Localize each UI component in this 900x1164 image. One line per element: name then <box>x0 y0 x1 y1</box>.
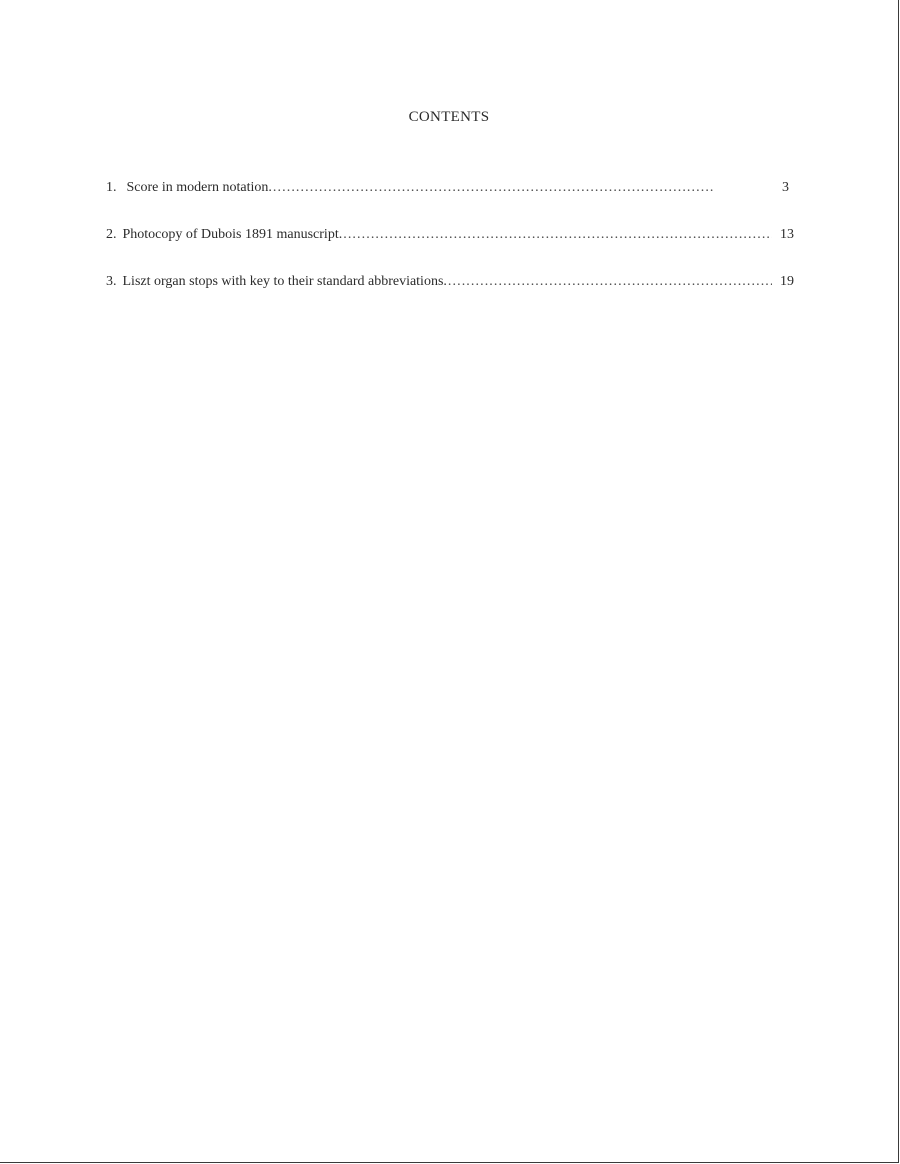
toc-entry-1 <box>106 178 794 198</box>
toc-entry-2 <box>106 225 794 245</box>
toc-entry-page: 19 <box>780 274 794 289</box>
toc-entry-3 <box>106 272 794 292</box>
dot-leader <box>448 272 772 292</box>
table-of-contents <box>106 178 794 292</box>
contents-heading: CONTENTS <box>408 109 490 125</box>
dot-leader <box>343 225 772 245</box>
toc-entry-title: Photocopy of Dubois 1891 manuscript. <box>122 227 343 242</box>
toc-entry-number: 3. <box>106 274 117 289</box>
dot-leader <box>273 178 776 198</box>
toc-entry-page: 3 <box>782 180 789 195</box>
toc-entry-title: Liszt organ stops with key to their standard abbreviations. <box>122 274 447 289</box>
toc-entry-page: 13 <box>780 227 794 242</box>
toc-entry-title: Score in modern notation. <box>126 180 272 195</box>
toc-entry-number: 2. <box>106 227 117 242</box>
toc-entry-number: 1. <box>106 180 117 195</box>
